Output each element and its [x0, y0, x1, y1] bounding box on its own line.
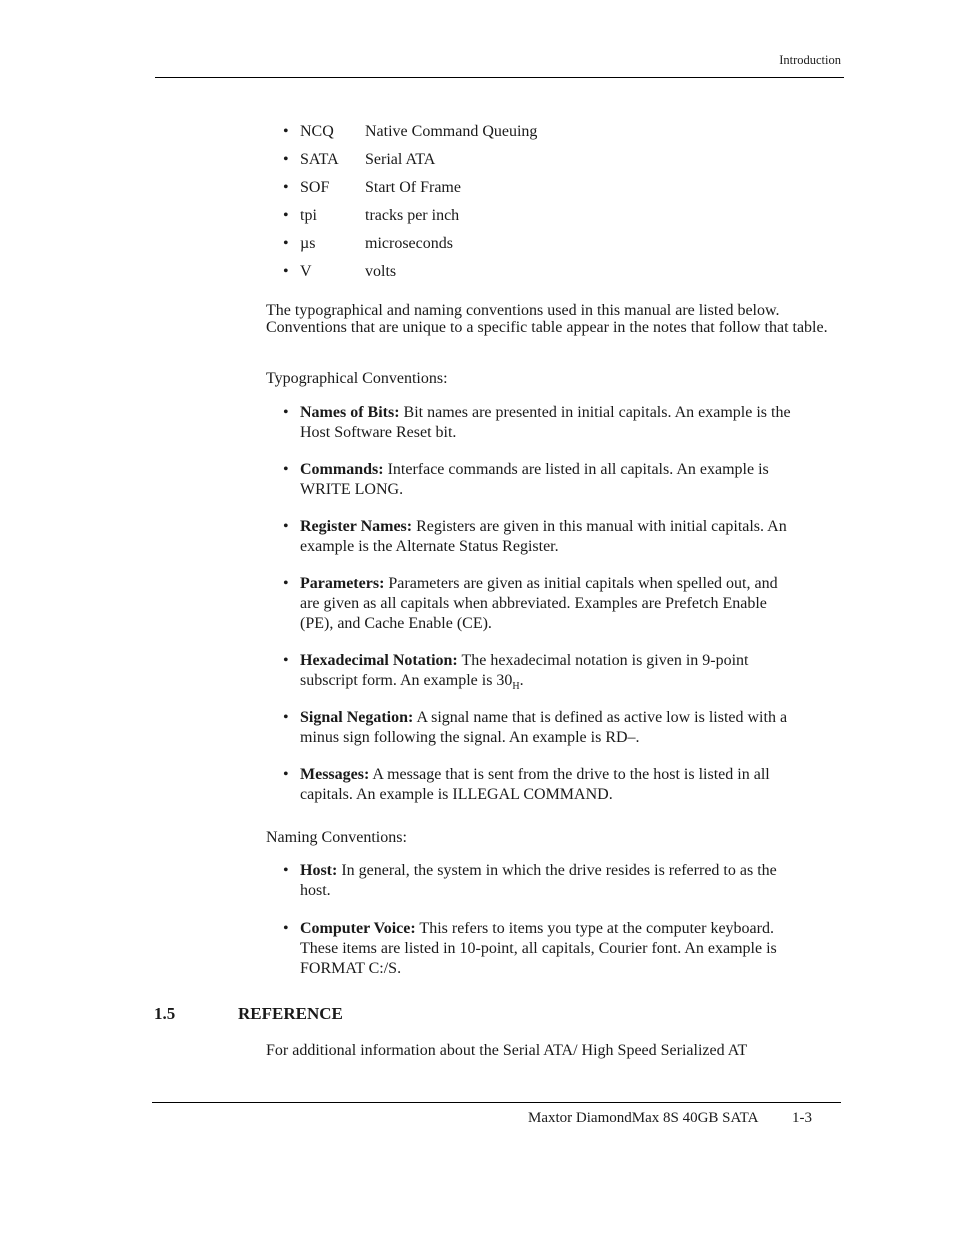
bullet: • [283, 123, 289, 140]
abbreviation-term: tpi [300, 207, 317, 224]
bullet: • [283, 207, 289, 224]
naming-conventions-list [283, 861, 798, 977]
abbreviation-item [283, 177, 537, 205]
convention-item [283, 708, 798, 745]
abbreviation-meaning: Native Command Queuing [365, 123, 538, 140]
bullet: • [283, 862, 289, 879]
section-title: REFERENCE [238, 1004, 343, 1023]
convention-text: Registers are given in this manual with initial capitals. An example is the Alternate Status Register. [300, 518, 787, 555]
bullet: • [283, 518, 289, 535]
abbreviation-list [283, 121, 537, 289]
convention-item [283, 517, 798, 554]
abbreviation-item [283, 149, 537, 177]
convention-term: Hexadecimal Notation: [300, 652, 458, 669]
abbreviation-item [283, 121, 537, 149]
footer-rule [152, 1102, 841, 1103]
convention-text: A signal name that is defined as active low is listed with a minus sign following the signal. An example is RD–. [300, 709, 788, 746]
header-rule [155, 77, 844, 78]
reference-paragraph: For additional information about the Serial ATA/ High Speed Serialized AT [266, 1042, 748, 1059]
bullet: • [283, 404, 289, 421]
abbreviation-term: µs [300, 235, 316, 252]
typographical-heading: Typographical Conventions: [266, 370, 448, 387]
convention-item [283, 460, 798, 497]
abbreviation-term: SOF [300, 179, 330, 196]
abbreviation-meaning: microseconds [365, 235, 453, 252]
bullet: • [283, 766, 289, 783]
convention-term: Register Names: [300, 518, 413, 535]
typographical-conventions-list [283, 403, 798, 822]
convention-term: Signal Negation: [300, 709, 414, 726]
convention-text: In general, the system in which the drive resides is referred to as the host. [300, 862, 777, 899]
convention-item [283, 919, 798, 977]
abbreviation-item [283, 261, 537, 289]
convention-text: A message that is sent from the drive to the host is listed in all capitals. An example is ILLEGAL COMMAND. [300, 766, 770, 803]
bullet: • [283, 179, 289, 196]
abbreviation-term: V [300, 263, 312, 280]
intro-paragraph: The typographical and naming conventions used in this manual are listed below. Conventions that are unique to a specific table appear in the notes that follow that table. [266, 302, 828, 336]
running-header: Introduction [779, 53, 841, 67]
convention-item [283, 574, 798, 631]
convention-text: Interface commands are listed in all capitals. An example is WRITE LONG. [300, 461, 769, 498]
abbreviation-meaning: Start Of Frame [365, 179, 461, 196]
convention-term: Commands: [300, 461, 384, 478]
convention-item [283, 651, 798, 693]
naming-heading: Naming Conventions: [266, 829, 407, 846]
convention-term: Names of Bits: [300, 404, 400, 421]
bullet: • [283, 709, 289, 726]
bullet: • [283, 263, 289, 280]
section-number: 1.5 [154, 1004, 176, 1023]
abbreviation-meaning: tracks per inch [365, 207, 460, 224]
bullet: • [283, 461, 289, 478]
convention-text: This refers to items you type at the computer keyboard. These items are listed in 10-point, all capitals, Courier font. An example is FORMAT C:/S. [300, 920, 777, 977]
convention-term: Host: [300, 862, 338, 879]
convention-text-tail: . [519, 672, 524, 689]
abbreviation-meaning: Serial ATA [365, 151, 436, 168]
convention-term: Messages: [300, 766, 370, 783]
convention-item [283, 403, 798, 440]
subscript-h: H [512, 681, 520, 693]
abbreviation-term: SATA [300, 151, 339, 168]
bullet: • [283, 920, 289, 937]
page-number: 1-3 [792, 1110, 812, 1126]
convention-item [283, 861, 798, 899]
abbreviation-term: NCQ [300, 123, 334, 140]
bullet: • [283, 575, 289, 592]
convention-text: Bit names are presented in initial capitals. An example is the Host Software Reset bit. [300, 404, 791, 441]
convention-text: Parameters are given as initial capitals when spelled out, and are given as all capitals when abbreviated. Examples are Prefetch Enable (PE), and Cache Enable (CE). [300, 575, 778, 632]
bullet: • [283, 652, 289, 669]
bullet: • [283, 235, 289, 252]
convention-item [283, 765, 798, 802]
convention-text: The hexadecimal notation is given in 9-point subscript form. An example is 30 [300, 652, 749, 689]
abbreviation-item [283, 205, 537, 233]
bullet: • [283, 151, 289, 168]
convention-term: Parameters: [300, 575, 385, 592]
footer-title: Maxtor DiamondMax 8S 40GB SATA [528, 1110, 759, 1126]
convention-term: Computer Voice: [300, 920, 416, 937]
abbreviation-meaning: volts [365, 263, 397, 280]
abbreviation-item [283, 233, 537, 261]
